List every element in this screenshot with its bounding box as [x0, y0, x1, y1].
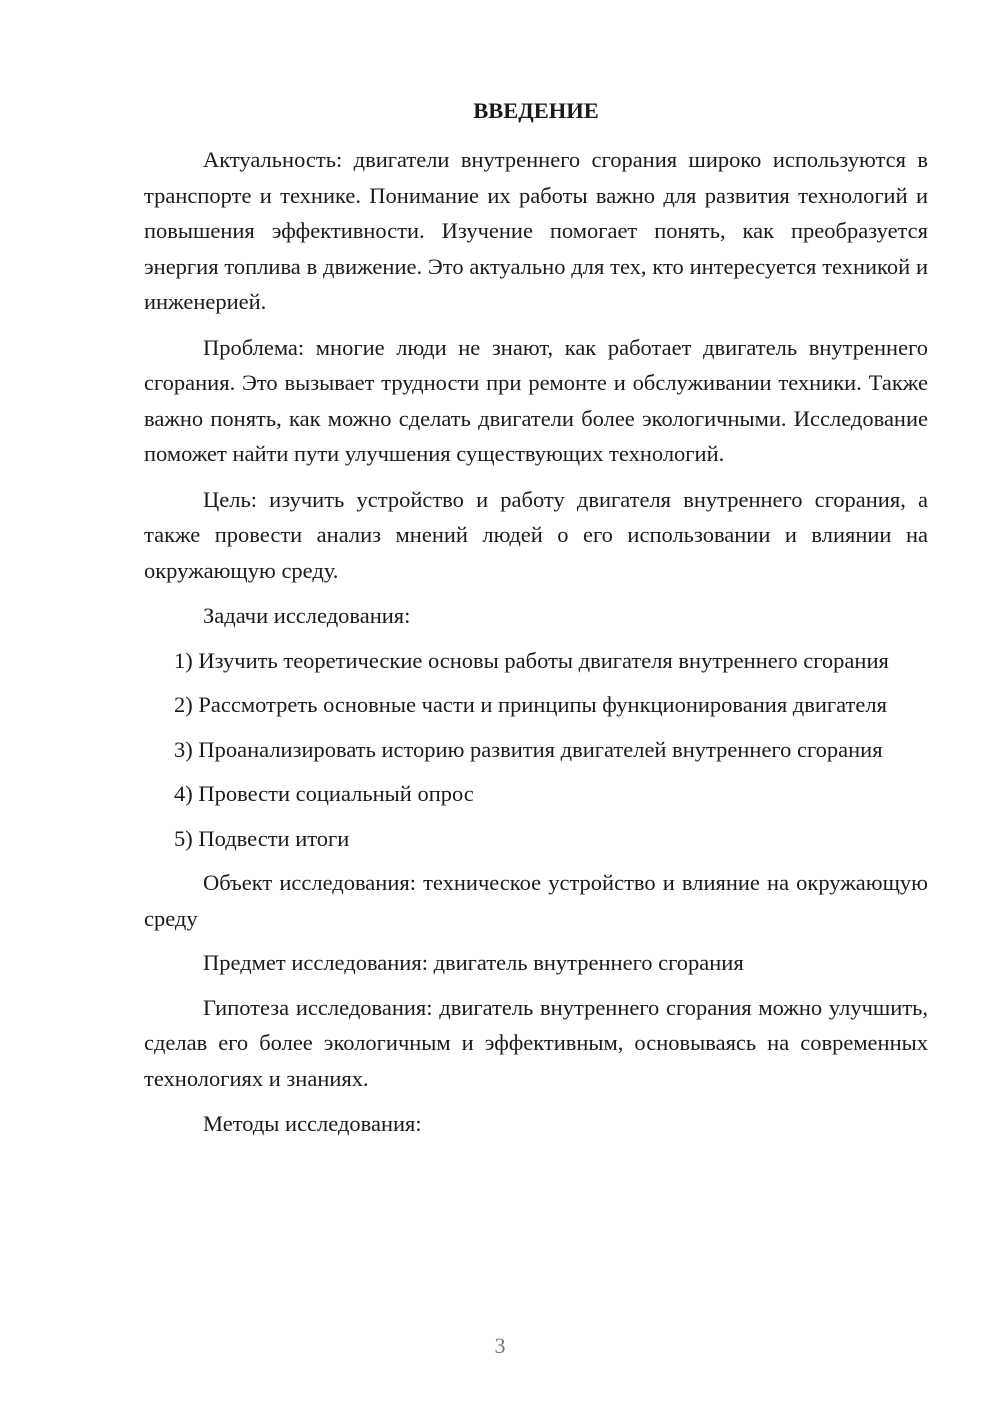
- goal-paragraph: Цель: изучить устройство и работу двигателя внутреннего сгорания, а также провести анализ мнений людей о его использовании и влиянии на окружающую среду.: [144, 486, 928, 583]
- document-body: [144, 142, 928, 1142]
- hypothesis-paragraph: Гипотеза исследования: двигатель внутреннего сгорания можно улучшить, сделав его более экологичным и эффективным, основываясь на современных технологиях и знаниях.: [144, 994, 928, 1091]
- subject-paragraph: Предмет исследования: двигатель внутреннего сгорания: [203, 950, 744, 975]
- task-item-4: 4) Провести социальный опрос: [174, 781, 474, 806]
- task-item-2: 2) Рассмотреть основные части и принципы функционирования двигателя: [174, 692, 887, 717]
- page-title: ВВЕДЕНИЕ: [473, 98, 599, 123]
- relevance-paragraph: Актуальность: двигатели внутреннего сгорания широко используются в транспорте и технике. Понимание их работы важно для развития технологий и повышения эффективности. Изучение помогает понять, как преобразуется энергия топлива в движение. Это актуально для тех, кто интересуется техникой и инженерией.: [144, 147, 928, 314]
- methods-heading: Методы исследования:: [203, 1111, 422, 1136]
- task-item-3: 3) Проанализировать историю развития двигателей внутреннего сгорания: [174, 736, 883, 762]
- problem-paragraph: Проблема: многие люди не знают, как работает двигатель внутреннего сгорания. Это вызывает трудности при ремонте и обслуживании техники. Также важно понять, как можно сделать двигатели более экологичными. Исследование поможет найти пути улучшения существующих технологий.: [144, 334, 928, 466]
- page-number: 3: [494, 1333, 506, 1358]
- tasks-heading: Задачи исследования:: [203, 603, 411, 628]
- object-paragraph: Объект исследования: техническое устройство и влияние на окружающую среду: [144, 870, 928, 931]
- task-item-1: 1) Изучить теоретические основы работы двигателя внутреннего сгорания: [174, 647, 889, 673]
- task-item-5: 5) Подвести итоги: [174, 825, 350, 851]
